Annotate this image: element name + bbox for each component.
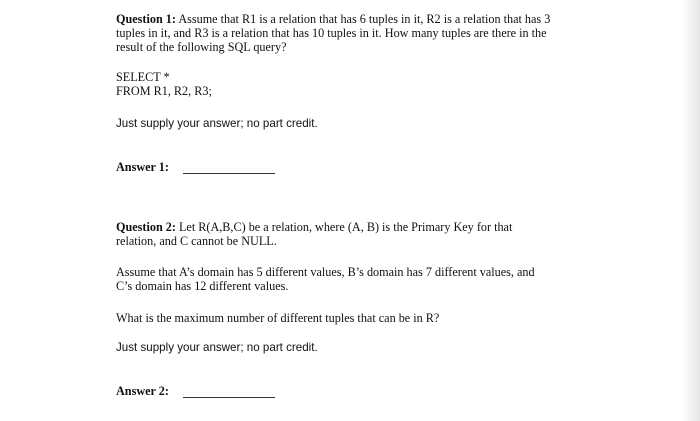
question-2-instruction: Just supply your answer; no part credit. xyxy=(116,341,318,354)
question-1-instruction: Just supply your answer; no part credit. xyxy=(116,117,318,130)
question-2-line-2: relation, and C cannot be NULL. xyxy=(116,234,277,249)
sql-line-2: FROM R1, R2, R3; xyxy=(116,84,212,99)
question-1-line-3: result of the following SQL query? xyxy=(116,40,287,55)
question-2-domain-line-2: C’s domain has 12 different values. xyxy=(116,279,289,294)
answer-2-row xyxy=(116,384,275,398)
question-2-line-1 xyxy=(116,220,586,234)
answer-2-label: Answer 2: xyxy=(116,384,169,398)
question-1-text xyxy=(116,12,586,55)
answer-1-row xyxy=(116,160,275,174)
answer-1-label: Answer 1: xyxy=(116,160,169,174)
question-2-question: What is the maximum number of different tuples that can be in R? xyxy=(116,311,440,325)
sql-query xyxy=(116,70,586,98)
answer-2-blank-line[interactable] xyxy=(183,387,275,398)
question-2-domain-line-1: Assume that A’s domain has 5 different values, B’s domain has 7 different values, and xyxy=(116,265,535,279)
question-1-line-2: tuples in it, and R3 is a relation that has 10 tuples in it. How many tuples are there in the xyxy=(116,26,547,41)
question-1-label: Question 1: xyxy=(116,12,176,26)
question-1-line-1-text: Assume that R1 is a relation that has 6 tuples in it, R2 is a relation that has 3 xyxy=(178,12,551,26)
page-edge-shadow xyxy=(682,0,700,421)
sql-line-1: SELECT * xyxy=(116,70,170,84)
question-1-line-1 xyxy=(116,12,586,26)
question-2-line-1-text: Let R(A,B,C) be a relation, where (A, B) is the Primary Key for that xyxy=(178,220,513,234)
answer-1-blank-line[interactable] xyxy=(183,163,275,174)
question-2-domains xyxy=(116,265,586,293)
question-2-text xyxy=(116,220,586,248)
question-2-label: Question 2: xyxy=(116,220,176,234)
